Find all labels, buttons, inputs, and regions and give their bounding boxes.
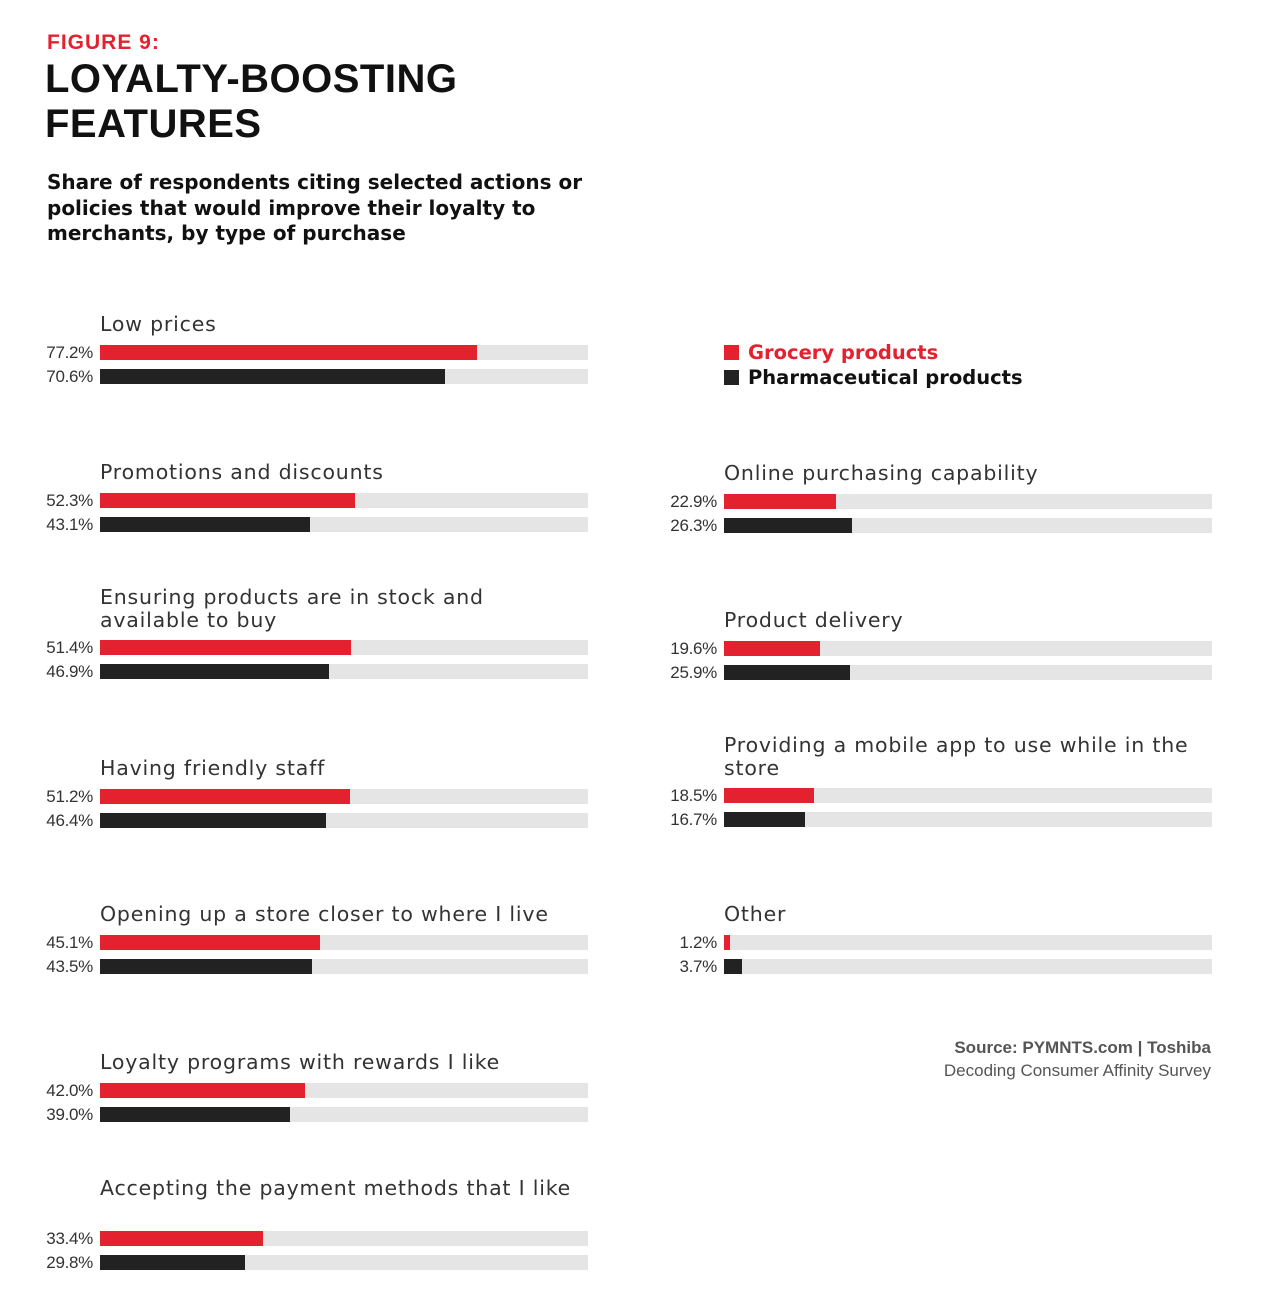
value-label-pharmaceutical: 43.5% — [46, 957, 93, 976]
value-label-pharmaceutical: 25.9% — [670, 663, 717, 682]
value-label-grocery: 52.3% — [46, 491, 93, 510]
legend-swatch-grocery — [724, 345, 739, 360]
legend-label-pharmaceutical: Pharmaceutical products — [748, 366, 1023, 389]
value-label-pharmaceutical: 29.8% — [46, 1253, 93, 1272]
value-label-pharmaceutical: 3.7% — [679, 957, 717, 976]
value-label-grocery: 51.4% — [46, 638, 93, 657]
bar-grocery — [724, 935, 730, 950]
bar-row-grocery — [46, 1081, 588, 1100]
bar-grocery — [100, 935, 320, 950]
category-label: Online purchasing capability — [724, 461, 1039, 485]
bar-row-pharmaceutical — [679, 957, 1212, 976]
value-label-pharmaceutical: 26.3% — [670, 516, 717, 535]
value-label-pharmaceutical: 39.0% — [46, 1105, 93, 1124]
category-label: Low prices — [100, 312, 217, 336]
bar-grocery — [100, 789, 350, 804]
bar-pharmaceutical — [724, 665, 850, 680]
bar-row-grocery — [46, 491, 588, 510]
bar-row-pharmaceutical — [670, 516, 1212, 535]
bar-row-pharmaceutical — [46, 662, 588, 681]
bar-row-grocery — [670, 639, 1212, 658]
source-line: Source: PYMNTS.com | Toshiba — [954, 1038, 1211, 1057]
bar-row-grocery — [46, 638, 588, 657]
bar-row-pharmaceutical — [46, 367, 588, 386]
bar-grocery — [100, 1231, 263, 1246]
bar-row-grocery — [46, 787, 588, 806]
value-label-grocery: 1.2% — [679, 933, 717, 952]
bar-grocery — [100, 345, 477, 360]
legend-label-grocery: Grocery products — [748, 341, 939, 364]
legend — [724, 340, 1023, 390]
bar-pharmaceutical — [100, 664, 329, 679]
bar-row-pharmaceutical — [46, 1105, 588, 1124]
category-label: Loyalty programs with rewards I like — [100, 1050, 501, 1074]
bar-grocery — [100, 640, 351, 655]
value-label-grocery: 19.6% — [670, 639, 717, 658]
value-label-grocery: 51.2% — [46, 787, 93, 806]
legend-item-pharmaceutical — [724, 365, 1023, 390]
value-label-pharmaceutical: 43.1% — [46, 515, 93, 534]
chart-subtitle: Share of respondents citing selected actions or policies that would improve their loyalty to merchants, by type of purchase — [47, 170, 583, 245]
source-note — [860, 1036, 1211, 1082]
bar-pharmaceutical — [100, 813, 326, 828]
value-label-grocery: 45.1% — [46, 933, 93, 952]
legend-item-grocery — [724, 340, 1023, 365]
category-label: Product delivery — [724, 608, 904, 632]
chart-title: LOYALTY-BOOSTING FEATURES — [45, 57, 458, 146]
category-label: Accepting the payment methods that I like — [100, 1176, 572, 1200]
value-label-grocery: 77.2% — [46, 343, 93, 362]
bar-row-pharmaceutical — [46, 811, 588, 830]
bar-pharmaceutical — [100, 1107, 290, 1122]
value-label-grocery: 18.5% — [670, 786, 717, 805]
bar-row-grocery — [670, 786, 1212, 805]
bar-row-pharmaceutical — [46, 515, 588, 534]
bar-pharmaceutical — [100, 959, 312, 974]
category-label: Opening up a store closer to where I live — [100, 902, 549, 926]
bar-pharmaceutical — [724, 812, 805, 827]
value-label-pharmaceutical: 16.7% — [670, 810, 717, 829]
bar-grocery — [100, 1083, 305, 1098]
value-label-grocery: 33.4% — [46, 1229, 93, 1248]
bar-pharmaceutical — [100, 1255, 245, 1270]
value-label-pharmaceutical: 46.4% — [46, 811, 93, 830]
category-label: Having friendly staff — [100, 756, 326, 780]
category-label: Providing a mobile app to use while in the store — [724, 733, 1189, 780]
category-label: Ensuring products are in stock and available to buy — [100, 585, 484, 632]
bar-track — [724, 959, 1212, 974]
bar-pharmaceutical — [100, 369, 445, 384]
bar-track — [724, 935, 1212, 950]
bar-grocery — [724, 494, 836, 509]
legend-swatch-pharmaceutical — [724, 370, 739, 385]
bar-row-grocery — [46, 1229, 588, 1248]
category-label: Promotions and discounts — [100, 460, 384, 484]
value-label-pharmaceutical: 70.6% — [46, 367, 93, 386]
bar-row-pharmaceutical — [670, 663, 1212, 682]
bar-row-grocery — [46, 933, 588, 952]
bar-row-grocery — [46, 343, 588, 362]
bar-grocery — [724, 788, 814, 803]
bar-grocery — [724, 641, 820, 656]
value-label-grocery: 22.9% — [670, 492, 717, 511]
bar-row-pharmaceutical — [46, 1253, 588, 1272]
value-label-pharmaceutical: 46.9% — [46, 662, 93, 681]
bar-grocery — [100, 493, 355, 508]
source-survey: Decoding Consumer Affinity Survey — [943, 1061, 1211, 1080]
category-label: Other — [724, 902, 787, 926]
bar-pharmaceutical — [724, 518, 852, 533]
figure-label: FIGURE 9: — [47, 31, 160, 54]
value-label-grocery: 42.0% — [46, 1081, 93, 1100]
bar-row-pharmaceutical — [670, 810, 1212, 829]
bar-row-grocery — [670, 492, 1212, 511]
bar-pharmaceutical — [100, 517, 310, 532]
bar-row-pharmaceutical — [46, 957, 588, 976]
bar-row-grocery — [679, 933, 1212, 952]
bar-pharmaceutical — [724, 959, 742, 974]
